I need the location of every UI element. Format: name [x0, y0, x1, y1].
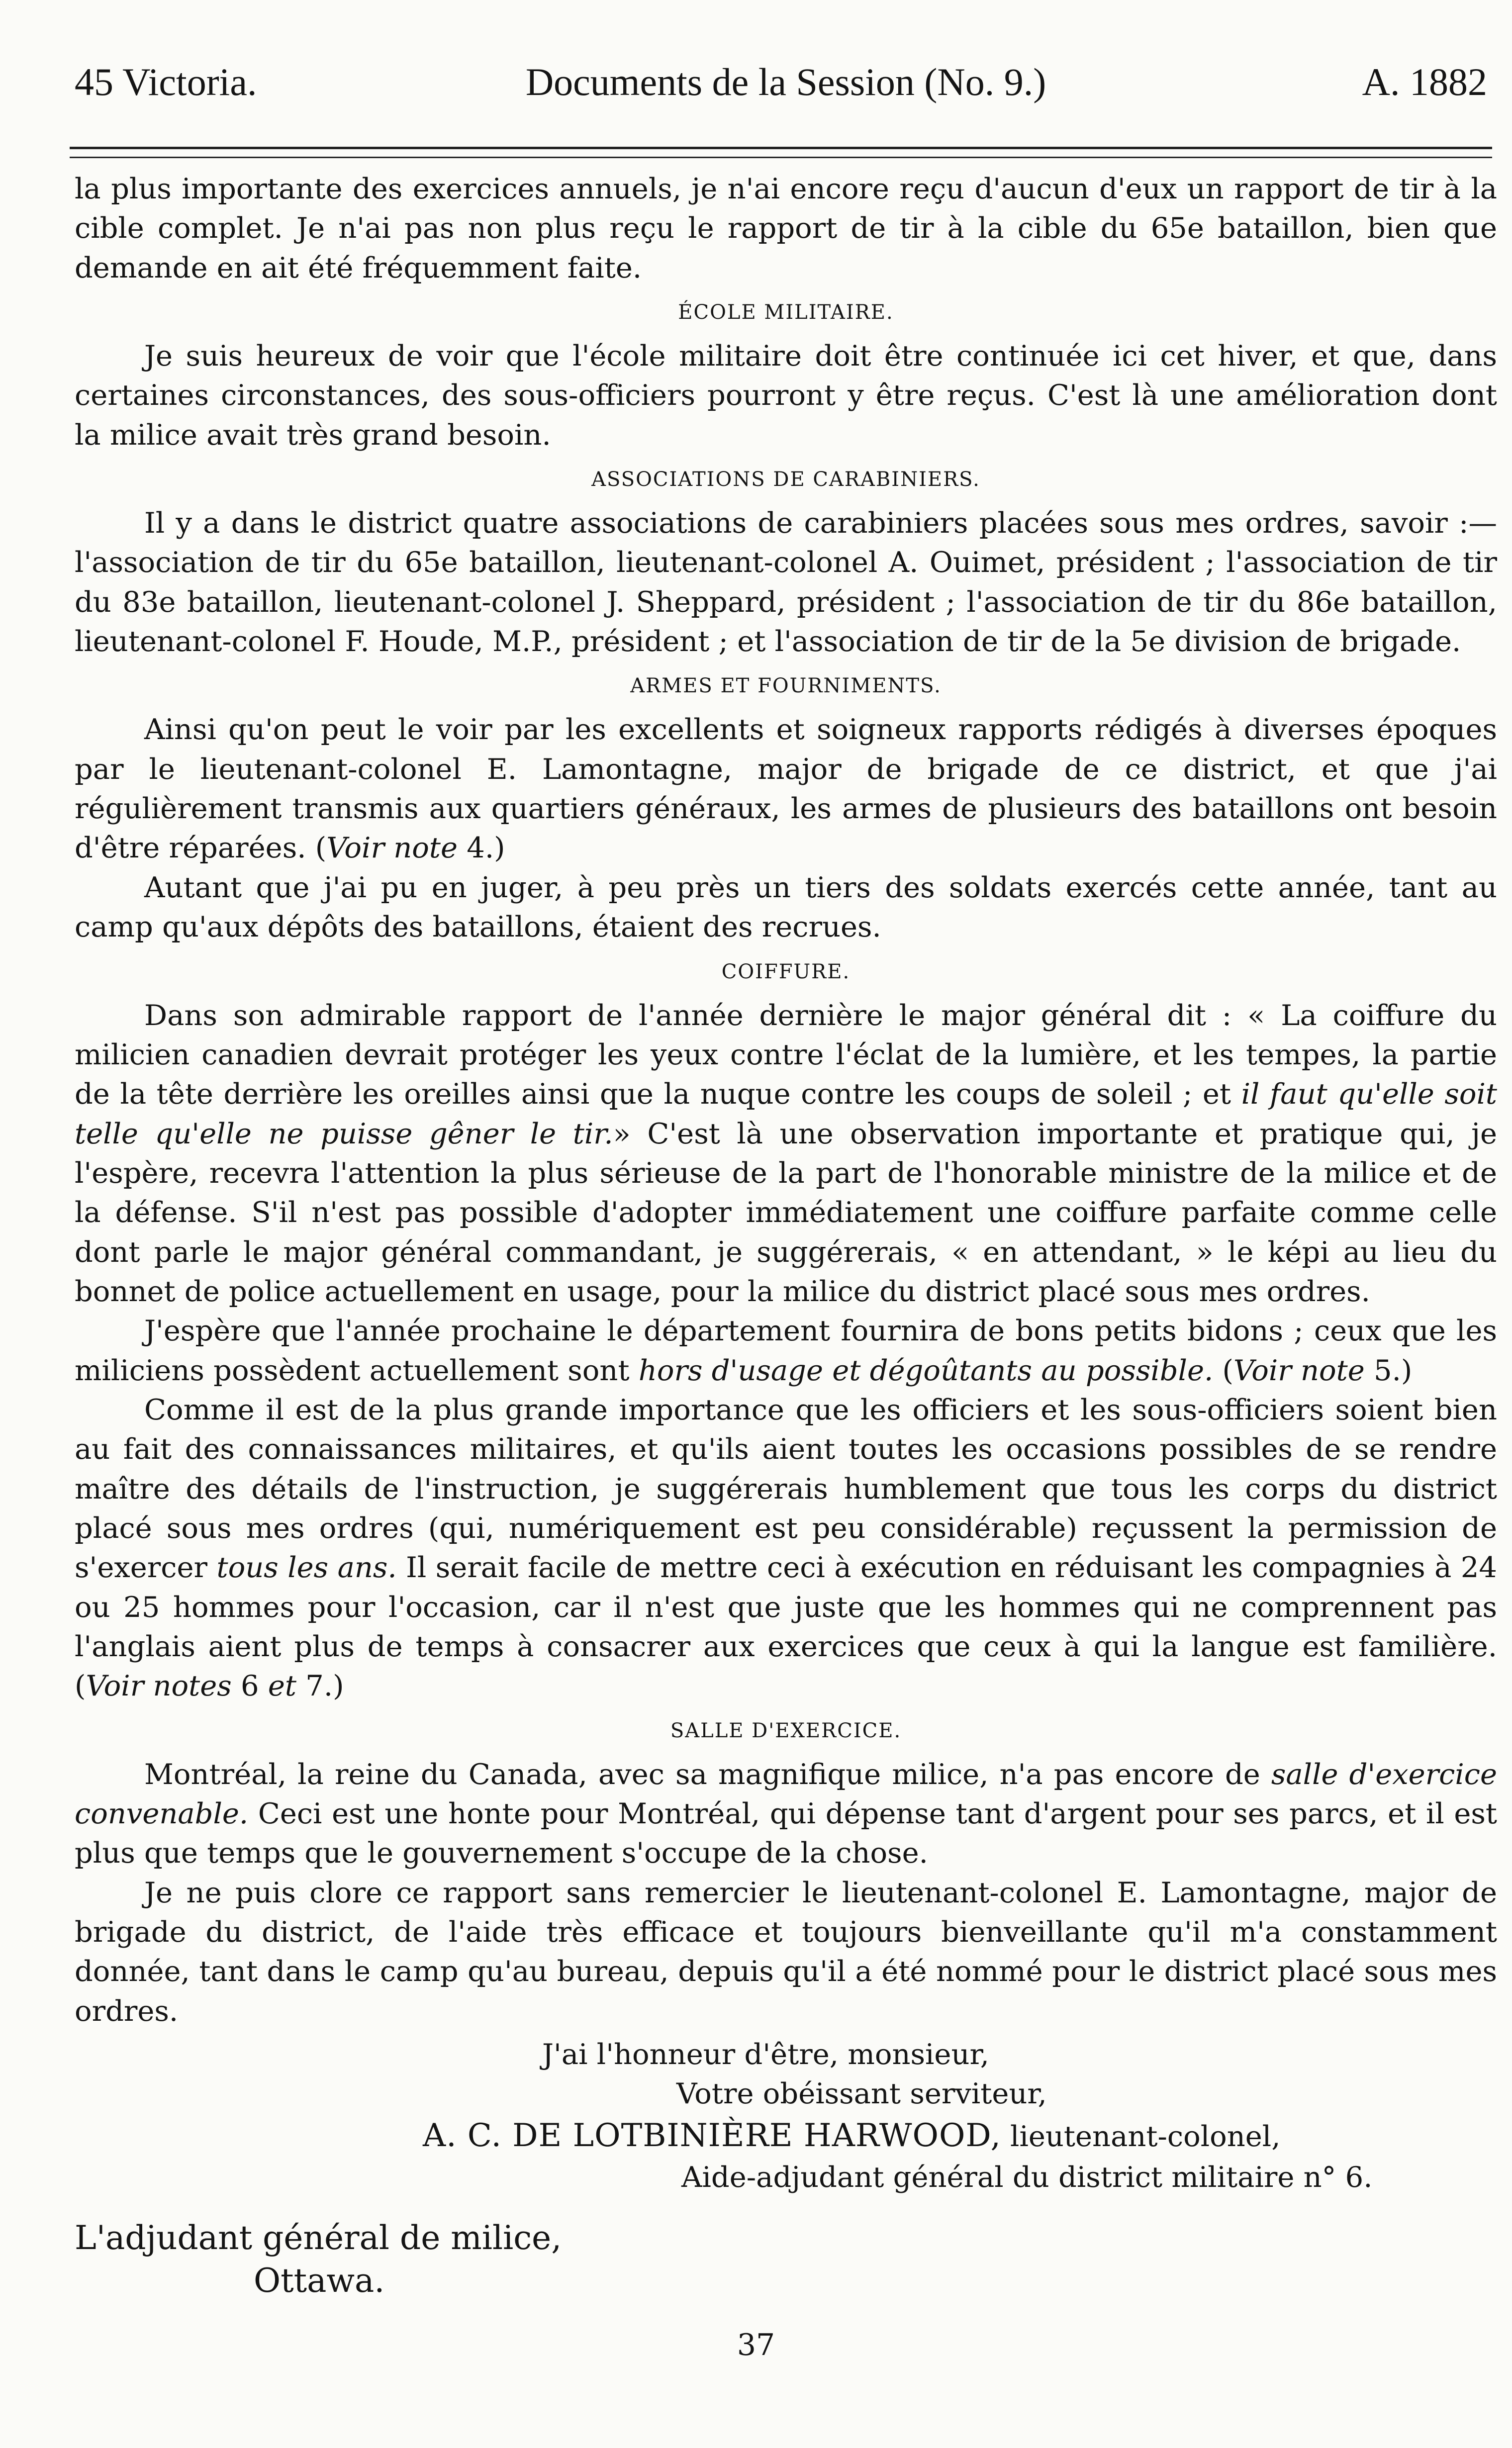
text-run: Il serait facile de mettre ceci à exécution en réduisant les compagnies à 24 ou 25 hommes pour l'occasion, car il n'est que juste que les hommes qui ne comprennent pas l'anglais aient plus de temps à consacrer aux exercices que ceux à qui la langue est familière. (	[75, 1551, 1497, 1703]
addressee-city: Ottawa.	[254, 2261, 385, 2300]
section-heading-coiffure: COIFFURE.	[721, 960, 850, 983]
header-rule-bottom	[70, 157, 1492, 158]
note-reference: et	[268, 1669, 297, 1703]
emphasis: il faut qu'elle soit telle qu'elle ne puisse gêner le tir.	[75, 1077, 1497, 1150]
text-run: Ceci est une honte pour Montréal, qui dépense tant d'argent pour ses parcs, et il est plus que temps que le gouvernement s'occupe de la chose.	[75, 1797, 1497, 1870]
section-heading-associations: ASSOCIATIONS DE CARABINIERS.	[591, 468, 980, 491]
paragraph-armes	[75, 710, 1497, 867]
paragraph-ecole: Je suis heureux de voir que l'école militaire doit être continuée ici cet hiver, et que, dans certaines circonstances, des sous-officiers pourront y être reçus. C'est là une amélioration dont la milice avait très grand besoin.	[75, 339, 1497, 452]
closing-servant: Votre obéissant serviteur,	[676, 2077, 1047, 2111]
note-reference: Voir notes	[86, 1669, 232, 1703]
section-heading-salle: SALLE D'EXERCICE.	[670, 1719, 902, 1742]
text-run: Comme il est de la plus grande importance que les officiers et les sous-officiers soient bien au fait des connaissances militaires, et qu'ils aient toutes les occasions possibles de se rendre maître des détails de l'instruction, je suggérerais humblement que tous les corps du district placé sous mes ordres (qui, numériquement est peu considérable) reçussent la permission de s'exercer	[75, 1393, 1497, 1585]
emphasis: tous les ans.	[216, 1551, 397, 1585]
paragraph-tir: la plus importante des exercices annuels, je n'ai encore reçu d'aucun d'eux un rapport de tir à la cible complet. Je n'ai pas non plus reçu le rapport de tir à la cible du 65e bataillon, bien que demande en ait été fréquemment faite.	[75, 172, 1497, 284]
signature-line	[75, 2114, 1497, 2158]
addressee-block	[75, 2217, 1497, 2302]
closing-block	[75, 2035, 1497, 2197]
paragraph-coiffure	[75, 996, 1497, 1312]
text-run: (	[1213, 1353, 1233, 1387]
signer-title: Aide-adjudant général du district militaire n° 6.	[681, 2161, 1373, 2194]
paragraph-recrues: Autant que j'ai pu en juger, à peu près un tiers des soldats exercés cette année, tant au camp qu'aux dépôts des bataillons, étaient des recrues.	[75, 870, 1497, 944]
page-number: 37	[737, 2328, 775, 2362]
text-run: 6	[231, 1669, 268, 1703]
paragraph-exercices	[75, 1390, 1497, 1706]
emphasis: salle d'exercice convenable.	[75, 1757, 1497, 1831]
text-run: Montréal, la reine du Canada, avec sa magnifique milice, n'a pas encore de	[144, 1757, 1271, 1791]
header-year: A. 1882	[1362, 60, 1487, 103]
header-title: Documents de la Session (No. 9.)	[525, 60, 1046, 103]
paragraph-associations: Il y a dans le district quatre associations de carabiniers placées sous mes ordres, savoir :—l'association de tir du 65e bataillon, lieutenant-colonel A. Ouimet, président ; l'association de tir du 83e bataillon, lieutenant-colonel J. Sheppard, président ; l'association de tir du 86e bataillon, lieutenant-colonel F. Houde, M.P., président ; et l'association de tir de la 5e division de brigade.	[75, 506, 1497, 659]
text-run: Dans son admirable rapport de l'année dernière le major général dit : « La coiffure du milicien canadien devrait protéger les yeux contre l'éclat de la lumière, et les tempes, la partie de la tête derrière les oreilles ainsi que la nuque contre les coups de soleil ; et	[75, 998, 1497, 1111]
text-run: J'espère que l'année prochaine le département fournira de bons petits bidons ; ceux que les miliciens possèdent actuellement sont	[75, 1314, 1497, 1387]
text-run: Ainsi qu'on peut le voir par les excellents et soigneux rapports rédigés à diverses époques par le lieutenant-colonel E. Lamontagne, major de brigade de ce district, et que j'ai régulièrement transmis aux quartiers généraux, les armes de plusieurs des bataillons ont besoin d'être réparées. (	[75, 713, 1497, 865]
signer-rank: lieutenant-colonel,	[1001, 2119, 1281, 2153]
text-run: 4.)	[458, 831, 505, 865]
section-heading-ecole: ÉCOLE MILITAIRE.	[678, 301, 894, 324]
emphasis: hors d'usage et dégoûtants au possible.	[638, 1353, 1214, 1387]
paragraph-salle	[75, 1755, 1497, 1873]
note-reference: Voir note	[326, 831, 458, 865]
text-run: » C'est là une observation importante et pratique qui, je l'espère, recevra l'attention la plus sérieuse de la part de l'honorable ministre de la milice et de la défense. S'il n'est pas possible d'adopter immédiatement une coiffure parfaite comme celle dont parle le major général commandant, je suggérerais, « en attendant, » le képi au lieu du bonnet de police actuellement en usage, pour la milice du district placé sous mes ordres.	[75, 1117, 1497, 1308]
text-run: 7.)	[296, 1669, 344, 1703]
header-rule-top	[70, 147, 1492, 149]
header-volume: 45 Victoria.	[75, 60, 257, 103]
closing-salutation: J'ai l'honneur d'être, monsieur,	[542, 2038, 989, 2071]
note-reference: Voir note	[1233, 1353, 1365, 1387]
paragraph-bidons	[75, 1311, 1497, 1390]
addressee-name: L'adjudant général de milice,	[75, 2219, 562, 2258]
paragraph-remerciements: Je ne puis clore ce rapport sans remercier le lieutenant-colonel E. Lamontagne, major de brigade du district, de l'aide très efficace et toujours bienveillante qu'il m'a constamment donnée, tant dans le camp qu'au bureau, depuis qu'il a été nommé pour le district placé sous mes ordres.	[75, 1876, 1497, 2028]
text-run: 5.)	[1364, 1353, 1413, 1387]
running-header	[75, 52, 1497, 112]
section-heading-armes: ARMES ET FOURNIMENTS.	[630, 674, 942, 698]
signer-name: A. C. DE LOTBINIÈRE HARWOOD,	[423, 2117, 1001, 2154]
report-body	[75, 169, 1497, 2302]
